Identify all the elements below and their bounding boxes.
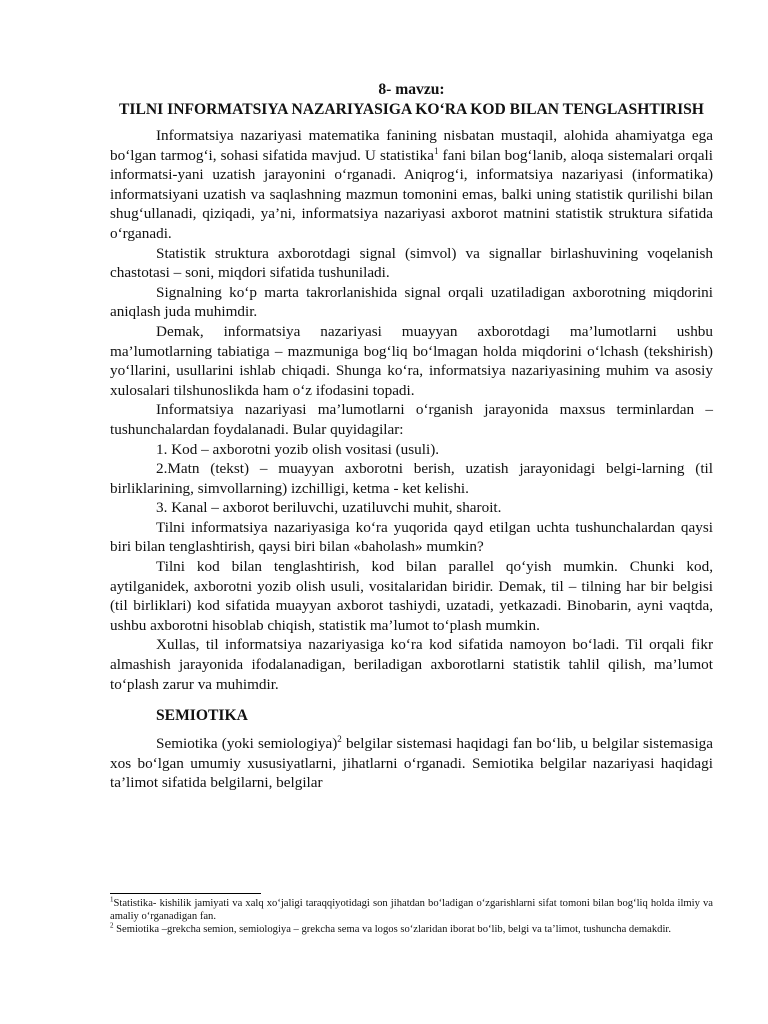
footnote-1-mark: 1 — [110, 895, 114, 904]
paragraph-9-text-a: Semiotika (yoki semiologiya) — [156, 735, 338, 753]
paragraph-5: Informatsiya nazariyasi ma’lumotlarni o‘rganish jarayonida maxsus terminlardan – tushunchalardan foydalanadi. Bular quyidagilar: — [110, 401, 713, 438]
paragraph-1 — [110, 126, 713, 244]
footnote-separator — [110, 893, 261, 894]
footnote-1 — [110, 897, 713, 923]
paragraph-3: Signalning ko‘p marta takrorlanishida signal orqali uzatiladigan axborotning miqdorini aniqlash juda muhimdir. — [110, 283, 713, 321]
list-item-matn: 2.Matn (tekst) – muayyan axborotni berish, uzatish jarayonidagi belgi-larning (til birliklarining, simvollarning) izchilligi, ketma - ket kelishi. — [110, 460, 713, 497]
paragraph-2: Statistik struktura axborotdagi signal (simvol) va signallar birlashuvining voqelanish chastotasi – soni, miqdori sifatida tushuniladi. — [110, 244, 713, 282]
section-heading-semiotika: SEMIOTIKA — [156, 707, 248, 725]
footnote-ref-1[interactable]: 1 — [433, 145, 439, 156]
footnote-2 — [110, 923, 713, 936]
paragraph-4: Demak, informatsiya nazariyasi muayyan axborotdagi ma’lumotlarni ushbu ma’lumotlarning tabiatiga – mazmuniga bog‘liq bo‘lmagan holda miqdorini o‘lchash (tekshirish) yo‘llarini, usullarini ishlab chiqadi. Shunga ko‘ra, informatsiya nazariyasining muhim va asosiy xulosalari tilshunoslikda ham o‘z ifodasini topadi. — [110, 322, 713, 399]
footnote-ref-2[interactable]: 2 — [337, 734, 342, 745]
footnote-2-mark: 2 — [110, 921, 114, 930]
footnotes — [110, 897, 713, 937]
paragraph-8: Xullas, til informatsiya nazariyasiga ko‘ra kod sifatida namoyon bo‘ladi. Til orqali fikr almashish jarayonida ifodalanadigan, beriladigan axborotlarni statistik tahlil qilish, ma’lumot to‘plash zarur va muhimdir. — [110, 636, 713, 693]
paragraph-9-text-b: belgilar sistemasi haqidagi fan bo‘lib, u belgilar sistemasiga xos bo‘lgan umumiy xususiyatlarni, jihatlarni o‘rganadi. Semiotika belgilar nazariyasi haqidagi ta’limot sifatida belgilarni, belgilar — [110, 735, 713, 792]
page-title: TILNI INFORMATSIYA NAZARIYASIGA KO‘RA KOD BILAN TENGLASHTIRISH — [119, 100, 704, 118]
paragraph-9 — [110, 734, 713, 793]
footnote-2-text: Semiotika –grekcha semion, semiologiya – grekcha sema va logos so‘zlaridan iborat bo‘lib, belgi va ta’limot, tushuncha demakdir. — [113, 924, 672, 936]
paragraph-1-text-a: Informatsiya nazariyasi matematika fanining nisbatan mustaqil, alohida ahamiyatga ega bo‘lgan tarmog‘i, sohasi sifatida mavjud. U statistika — [110, 127, 713, 164]
footnote-1-text: Statistika- kishilik jamiyati va xalq xo‘jaligi taraqqiyotidagi son jihatdan bo‘ladigan o‘zgarishlarni sifat tomoni bilan bog‘liq holda ilmiy va amaliy o‘rganadigan fan. — [110, 898, 713, 923]
paragraph-6: Tilni informatsiya nazariyasiga ko‘ra yuqorida qayd etilgan uchta tushunchalardan qaysi biri bilan tenglashtirish, qaysi biri bilan «baholash» mumkin? — [110, 518, 713, 556]
topic-number: 8- mavzu: — [378, 81, 445, 98]
paragraph-1-text-b: fani bilan bog‘lanib, aloqa sistemalari orqali informatsi-yani uzatish jarayonini o‘rganadi. Aniqrog‘i, informatsiya nazariyasi (informatika) informatsiyani uzatish va saqlashning mazmun tomonini emas, balki uning statistik qurilishi bilan shug‘ullanadi, qiziqadi, ya’ni, informatsiya nazariyasi axborot matnini statistik struktura sifatida o‘rganadi. — [110, 146, 713, 242]
document-page — [110, 80, 713, 793]
paragraph-7: Tilni kod bilan tenglashtirish, kod bilan parallel qo‘yish mumkin. Chunki kod, aytilganidek, axborotni yozib olish usuli, vositalaridan biridir. Demak, til – tilning har bir belgisi (til birliklari) kod sifatida muayyan axborot tashiydi, uzatadi, yetkazadi. Binobarin, ayni vaqtda, ushbu axborotni hisoblab chiqish, statistik ma’lumot to‘plash mumkin. — [110, 558, 713, 634]
list-item-kanal: 3. Kanal – axborot beriluvchi, uzatiluvchi muhit, sharoit. — [156, 499, 502, 517]
list-item-kod: 1. Kod – axborotni yozib olish vositasi (usuli). — [156, 440, 440, 458]
